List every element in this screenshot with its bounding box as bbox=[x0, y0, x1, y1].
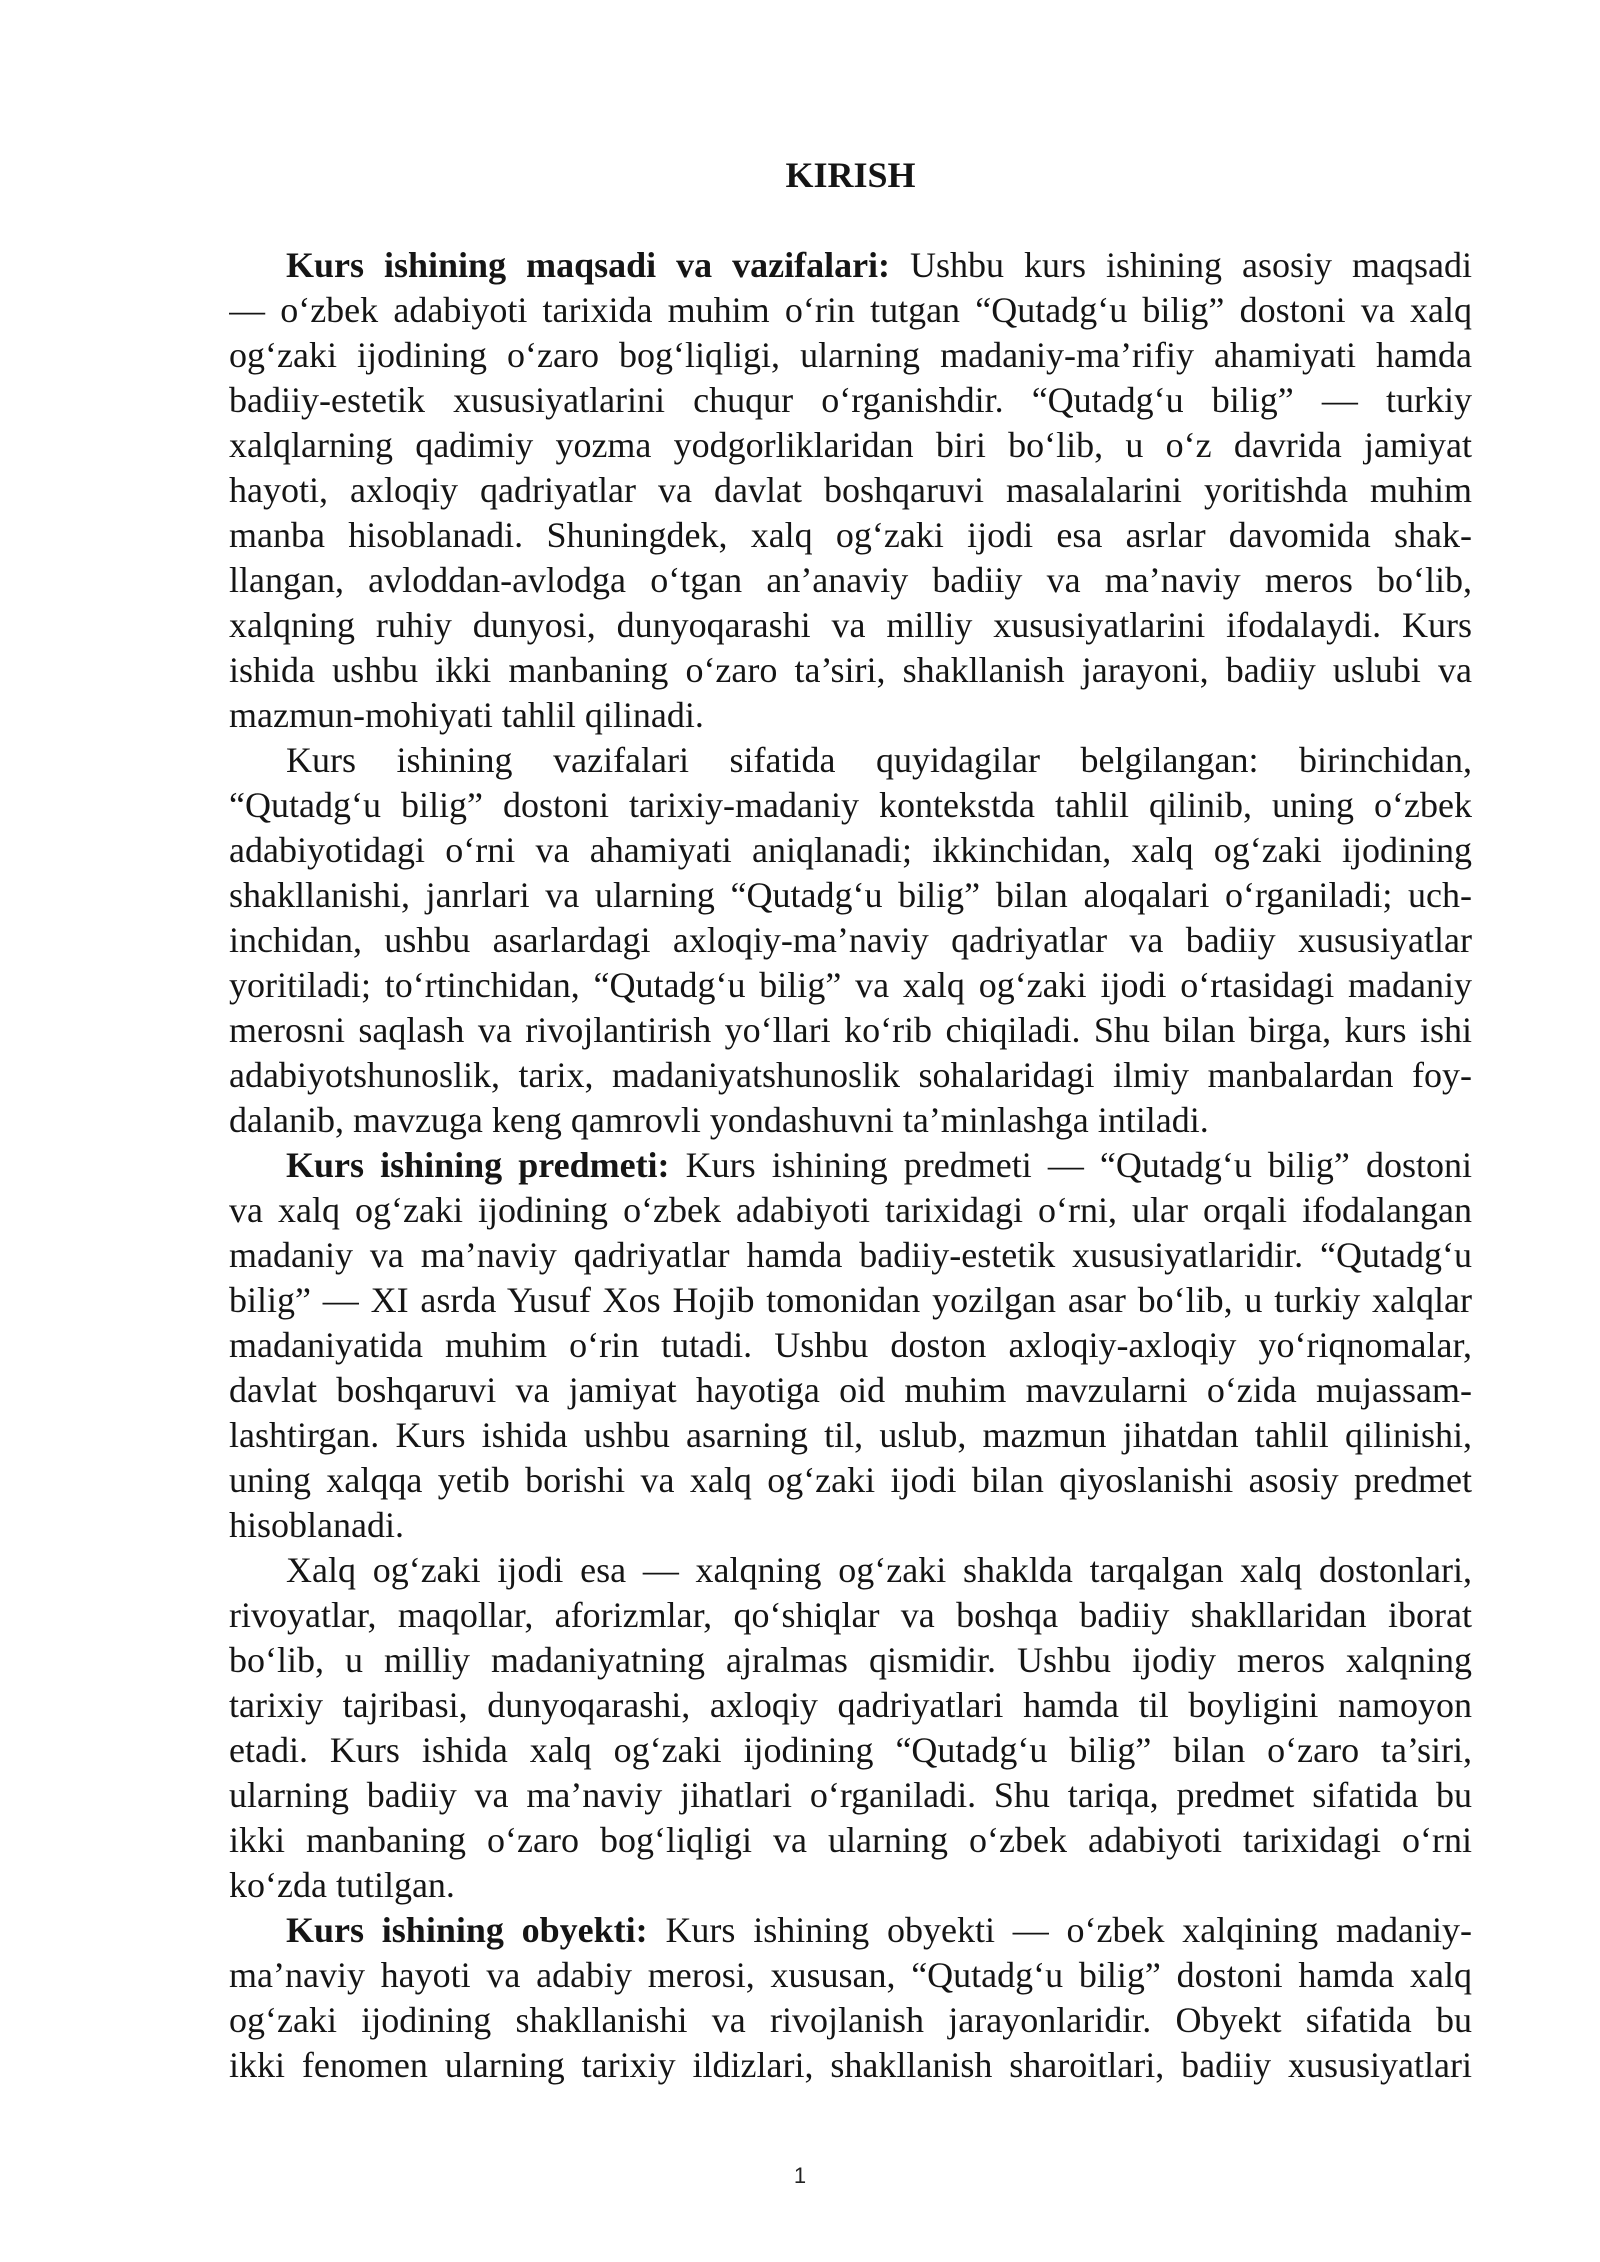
text-line: ma’naviy hayoti va adabiy merosi, xususan, “Qutadg‘u bilig” dostoni hamda xalq bbox=[229, 1955, 1472, 1995]
text-line: lashtirgan. Kurs ishida ushbu asarning til, uslub, mazmun jihatdan tahlil qilinishi, bbox=[229, 1415, 1472, 1455]
paragraph bbox=[229, 1548, 1472, 1908]
text-line: manba hisoblanadi. Shuningdek, xalq og‘zaki ijodi esa asrlar davomida shak- bbox=[229, 515, 1472, 555]
text-line: madaniyatida muhim o‘rin tutadi. Ushbu doston axloqiy-axloqiy yo‘riqnomalar, bbox=[229, 1325, 1472, 1365]
text-line: hisoblanadi. bbox=[229, 1505, 404, 1545]
text-line: badiiy-estetik xususiyatlarini chuqur o‘rganishdir. “Qutadg‘u bilig” — turkiy bbox=[229, 380, 1472, 420]
line-text: Kurs ishining obyekti — o‘zbek xalqining madaniy- bbox=[665, 1910, 1472, 1950]
text-line: Kurs ishining vazifalari sifatida quyidagilar belgilangan: birinchidan, bbox=[286, 740, 1472, 780]
run-in-heading: Kurs ishining predmeti: bbox=[286, 1145, 670, 1185]
paragraph bbox=[229, 1143, 1472, 1548]
text-line: va xalq og‘zaki ijodining o‘zbek adabiyoti tarixidagi o‘rni, ular orqali ifodalangan bbox=[229, 1190, 1472, 1230]
text-line: adabiyotidagi o‘rni va ahamiyati aniqlanadi; ikkinchidan, xalq og‘zaki ijodining bbox=[229, 830, 1472, 870]
paragraph bbox=[229, 1908, 1472, 2088]
text-line bbox=[229, 1143, 1472, 1188]
document-body bbox=[229, 243, 1472, 2088]
run-in-heading: Kurs ishining maqsadi va vazifalari: bbox=[286, 245, 891, 285]
text-line: llangan, avloddan-avlodga o‘tgan an’anaviy badiiy va ma’naviy meros bo‘lib, bbox=[229, 560, 1472, 600]
text-line: xalqning ruhiy dunyosi, dunyoqarashi va milliy xususiyatlarini ifodalaydi. Kurs bbox=[229, 605, 1472, 645]
text-line: merosni saqlash va rivojlantirish yo‘llari ko‘rib chiqiladi. Shu bilan birga, kurs ishi bbox=[229, 1010, 1472, 1050]
text-line: rivoyatlar, maqollar, aforizmlar, qo‘shiqlar va boshqa badiiy shakllaridan iborat bbox=[229, 1595, 1472, 1635]
paragraph bbox=[229, 243, 1472, 738]
text-line: yoritiladi; to‘rtinchidan, “Qutadg‘u bilig” va xalq og‘zaki ijodi o‘rtasidagi madaniy bbox=[229, 965, 1472, 1005]
text-line: hayoti, axloqiy qadriyatlar va davlat boshqaruvi masalalarini yoritishda muhim bbox=[229, 470, 1472, 510]
line-text: Kurs ishining predmeti — “Qutadg‘u bilig” dostoni bbox=[685, 1145, 1472, 1185]
text-line: madaniy va ma’naviy qadriyatlar hamda badiiy-estetik xususiyatlaridir. “Qutadg‘u bbox=[229, 1235, 1472, 1275]
page-title: KIRISH bbox=[785, 155, 916, 195]
text-line: — o‘zbek adabiyoti tarixida muhim o‘rin tutgan “Qutadg‘u bilig” dostoni va xalq bbox=[229, 290, 1472, 330]
text-line: bo‘lib, u milliy madaniyatning ajralmas qismidir. Ushbu ijodiy meros xalqning bbox=[229, 1640, 1472, 1680]
text-line: xalqlarning qadimiy yozma yodgorliklaridan biri bo‘lib, u o‘z davrida jamiyat bbox=[229, 425, 1472, 465]
text-line: og‘zaki ijodining o‘zaro bog‘liqligi, ularning madaniy-ma’rifiy ahamiyati hamda bbox=[229, 335, 1472, 375]
text-line: etadi. Kurs ishida xalq og‘zaki ijodining “Qutadg‘u bilig” bilan o‘zaro ta’siri, bbox=[229, 1730, 1472, 1770]
text-line bbox=[229, 1908, 1472, 1953]
text-line: ishida ushbu ikki manbaning o‘zaro ta’siri, shakllanish jarayoni, badiiy uslubi va bbox=[229, 650, 1472, 690]
text-line: dalanib, mavzuga keng qamrovli yondashuvni ta’minlashga intiladi. bbox=[229, 1100, 1209, 1140]
paragraph bbox=[229, 738, 1472, 1143]
text-line: ularning badiiy va ma’naviy jihatlari o‘rganiladi. Shu tariqa, predmet sifatida bu bbox=[229, 1775, 1472, 1815]
line-text: Ushbu kurs ishining asosiy maqsadi bbox=[910, 245, 1472, 285]
text-line: inchidan, ushbu asarlardagi axloqiy-ma’naviy qadriyatlar va badiiy xususiyatlar bbox=[229, 920, 1472, 960]
text-line: ikki manbaning o‘zaro bog‘liqligi va ularning o‘zbek adabiyoti tarixidagi o‘rni bbox=[229, 1820, 1472, 1860]
text-line: uning xalqqa yetib borishi va xalq og‘zaki ijodi bilan qiyoslanishi asosiy predmet bbox=[229, 1460, 1472, 1500]
text-line: adabiyotshunoslik, tarix, madaniyatshunoslik sohalaridagi ilmiy manbalardan foy- bbox=[229, 1055, 1472, 1095]
text-line: tarixiy tajribasi, dunyoqarashi, axloqiy qadriyatlari hamda til boyligini namoyon bbox=[229, 1685, 1472, 1725]
text-line: bilig” — XI asrda Yusuf Xos Hojib tomonidan yozilgan asar bo‘lib, u turkiy xalqlar bbox=[229, 1280, 1472, 1320]
text-line: ikki fenomen ularning tarixiy ildizlari, shakllanish sharoitlari, badiiy xususiyatlari bbox=[229, 2045, 1472, 2085]
text-line: shakllanishi, janrlari va ularning “Qutadg‘u bilig” bilan aloqalari o‘rganiladi; uch- bbox=[229, 875, 1472, 915]
text-line: davlat boshqaruvi va jamiyat hayotiga oid muhim mavzularni o‘zida mujassam- bbox=[229, 1370, 1472, 1410]
text-line: og‘zaki ijodining shakllanishi va rivojlanish jarayonlaridir. Obyekt sifatida bu bbox=[229, 2000, 1472, 2040]
text-line: Xalq og‘zaki ijodi esa — xalqning og‘zaki shaklda tarqalgan xalq dostonlari, bbox=[286, 1550, 1472, 1590]
text-line: ko‘zda tutilgan. bbox=[229, 1865, 455, 1905]
text-line: “Qutadg‘u bilig” dostoni tarixiy-madaniy kontekstda tahlil qilinib, uning o‘zbek bbox=[229, 785, 1472, 825]
text-line: mazmun-mohiyati tahlil qilinadi. bbox=[229, 695, 704, 735]
text-line bbox=[229, 243, 1472, 288]
run-in-heading: Kurs ishining obyekti: bbox=[286, 1910, 648, 1950]
page-number: 1 bbox=[793, 2163, 807, 2188]
